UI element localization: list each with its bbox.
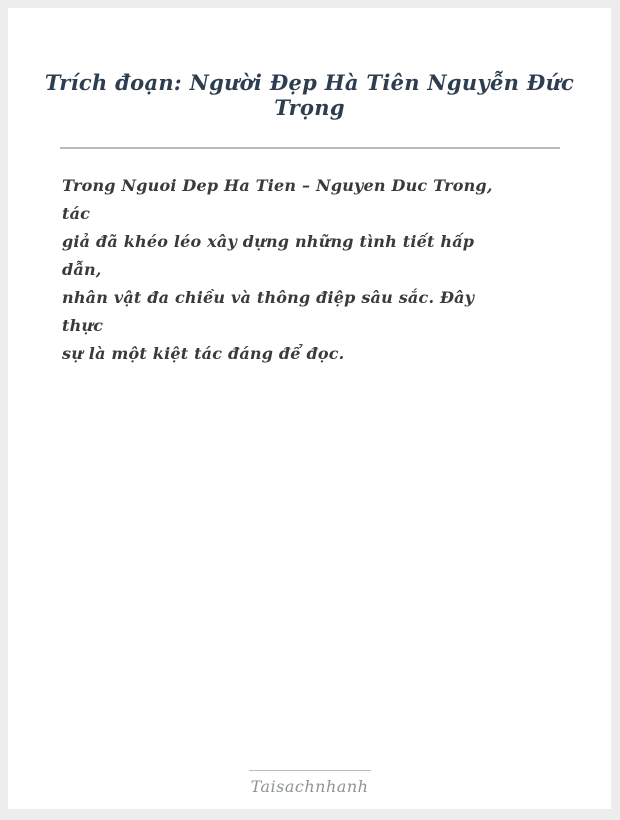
excerpt-line: thực: [62, 316, 104, 336]
excerpt-line: tác: [62, 204, 91, 224]
excerpt-line: sự là một kiệt tác đáng để đọc.: [62, 344, 345, 364]
excerpt-line: dẫn,: [62, 260, 102, 280]
footer-brand: Taisachnhanh: [250, 777, 369, 796]
excerpt-line: giả đã khéo léo xây dựng những tình tiết hấp: [62, 232, 475, 252]
excerpt-line: nhân vật đa chiều và thông điệp sâu sắc. Đây: [62, 288, 475, 308]
document-card: [8, 8, 611, 809]
title-divider: [60, 147, 560, 149]
page-footer: [8, 770, 611, 809]
footer-divider: [249, 770, 371, 771]
excerpt-text: [8, 172, 611, 368]
excerpt-line: Trong Nguoi Dep Ha Tien – Nguyen Duc Trong,: [62, 176, 493, 196]
page-title: Trích đoạn: Người Đẹp Hà Tiên Nguyễn Đức Trọng: [44, 70, 575, 121]
